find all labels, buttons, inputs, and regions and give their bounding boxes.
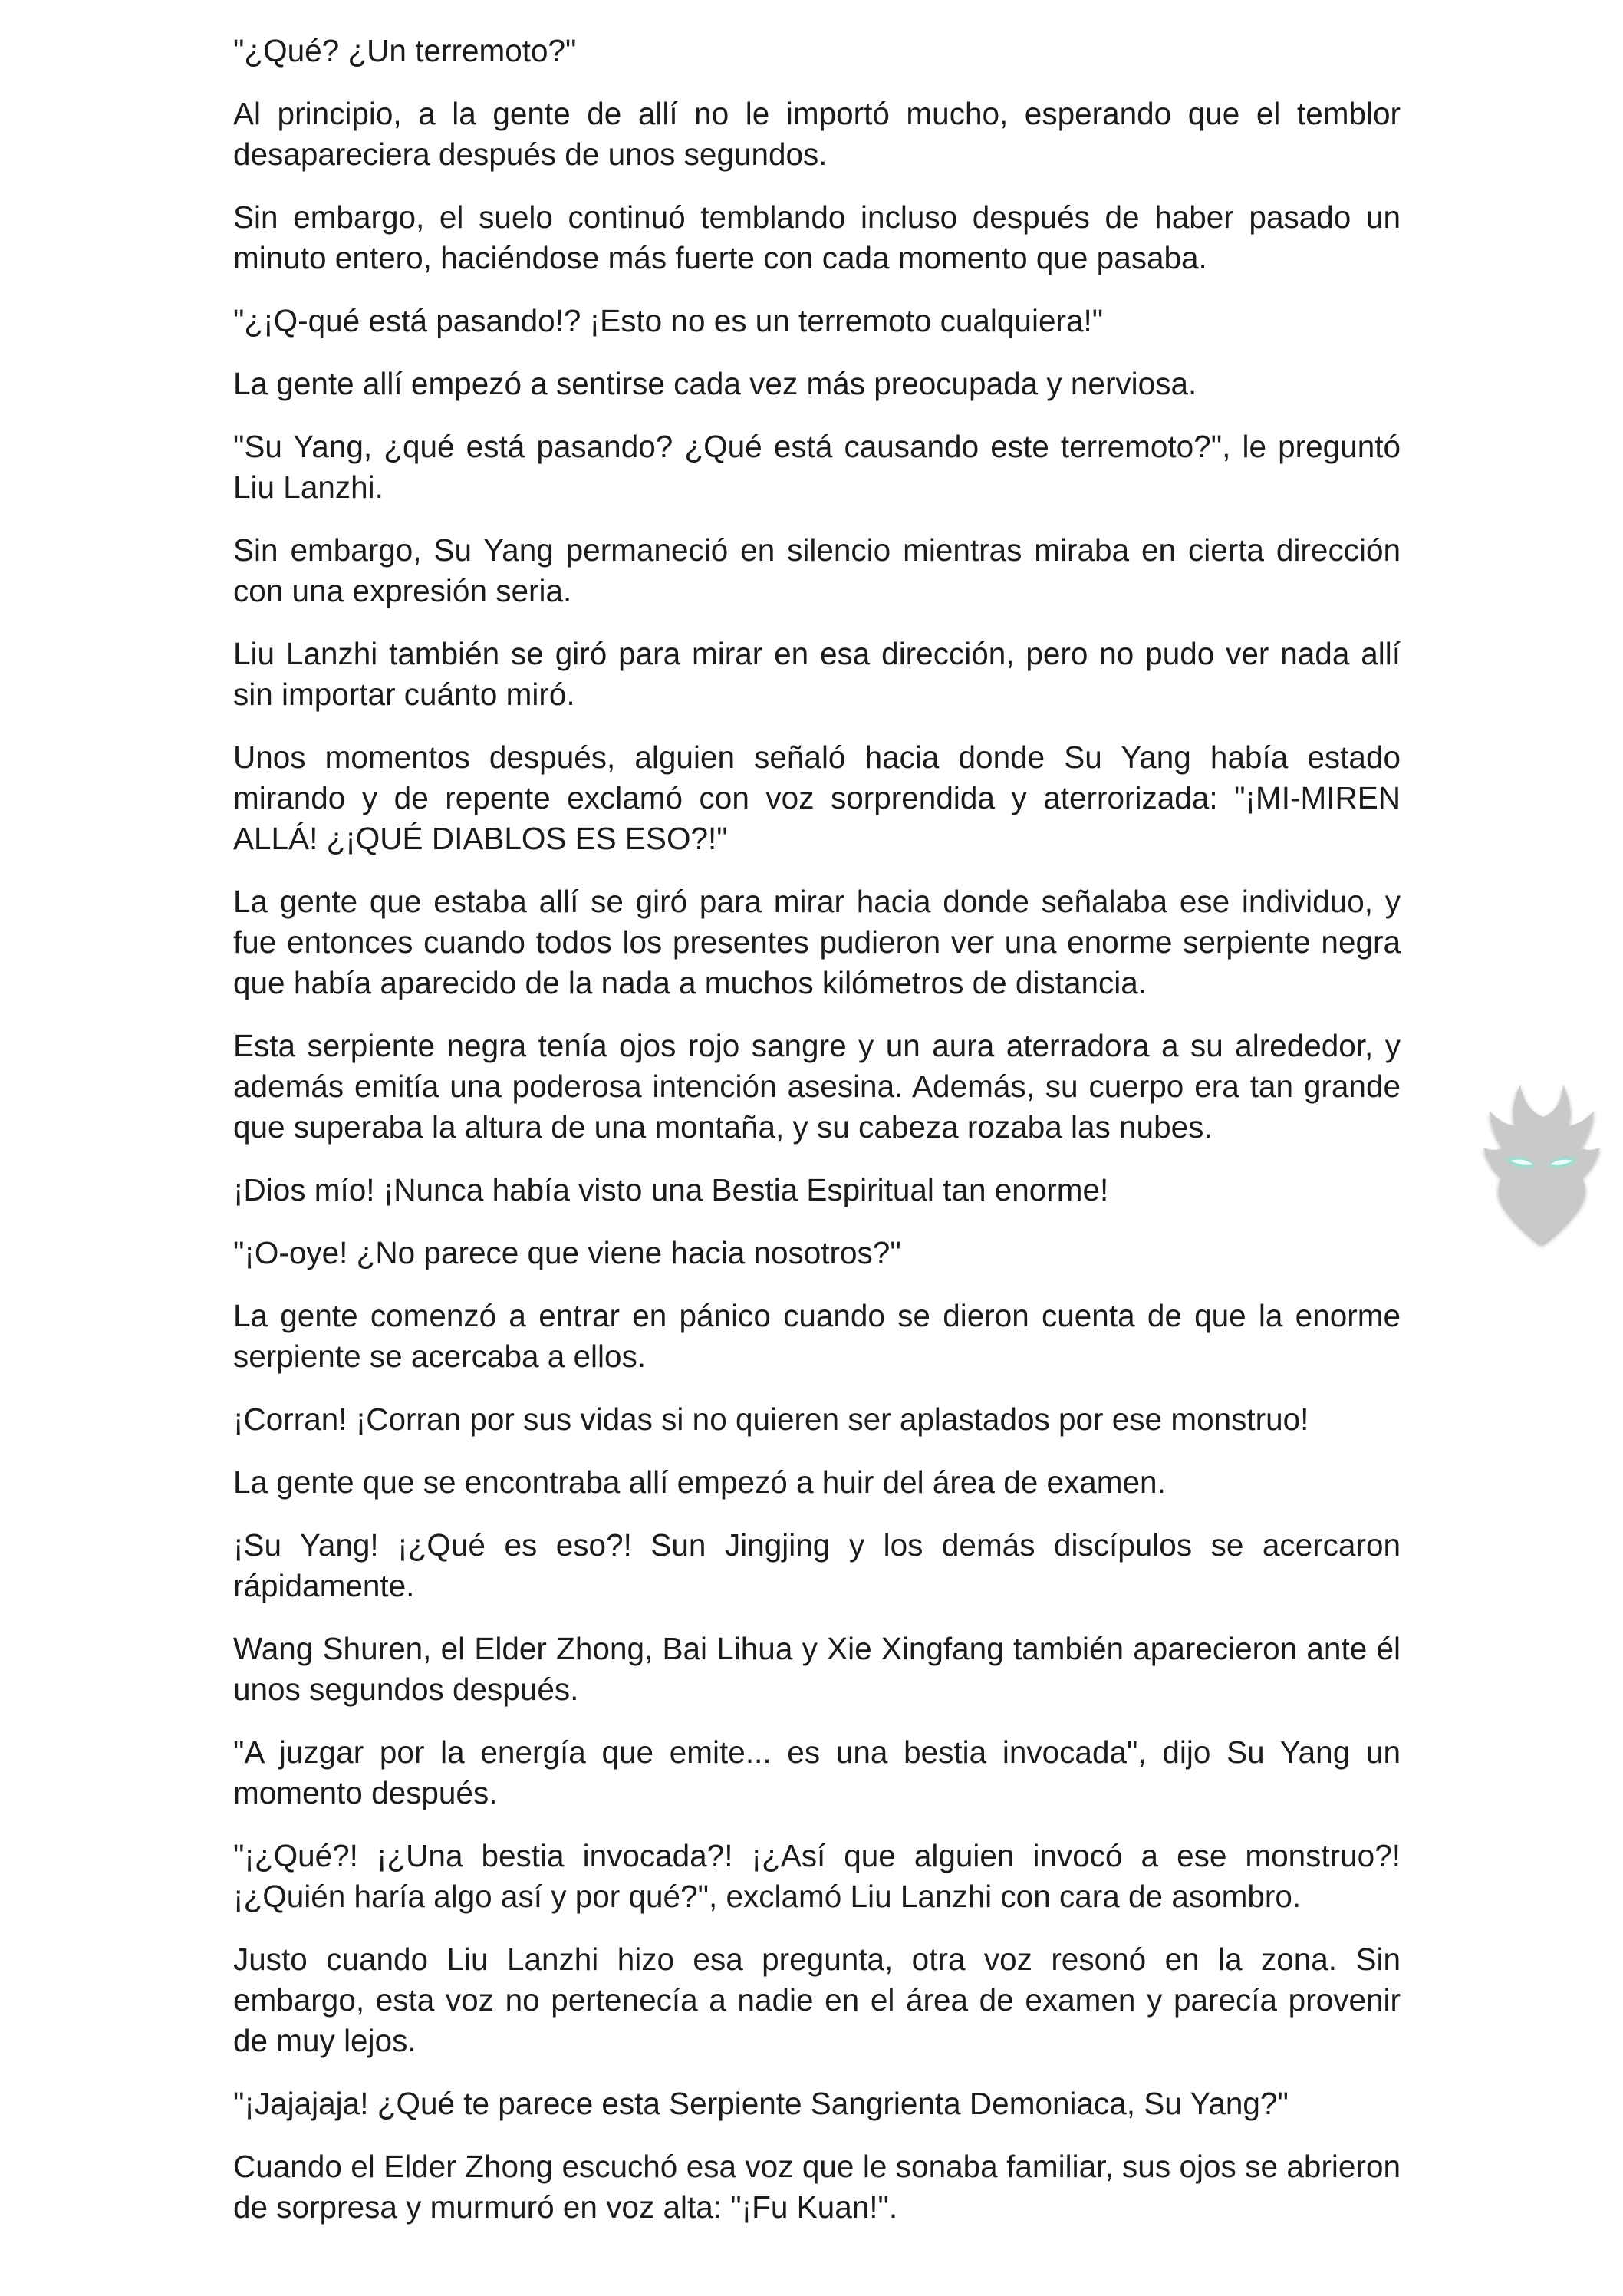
paragraph: La gente que se encontraba allí empezó a huir del área de examen. (233, 1464, 1166, 1500)
paragraph: La gente comenzó a entrar en pánico cuando se dieron cuenta de que la enorme serpiente se acercaba a ellos. (233, 1298, 1401, 1374)
paragraph: La gente allí empezó a sentirse cada vez más preocupada y nerviosa. (233, 366, 1197, 401)
paragraph: "¡O-oye! ¿No parece que viene hacia nosotros?" (233, 1235, 901, 1270)
paragraph: Al principio, a la gente de allí no le importó mucho, esperando que el temblor desapareciera después de unos segundos. (233, 96, 1401, 172)
paragraph: "A juzgar por la energía que emite... es una bestia invocada", dijo Su Yang un momento después. (233, 1734, 1401, 1810)
paragraph: "Su Yang, ¿qué está pasando? ¿Qué está causando este terremoto?", le preguntó Liu Lanzhi. (233, 429, 1401, 505)
paragraph: Liu Lanzhi también se giró para mirar en esa dirección, pero no pudo ver nada allí sin importar cuánto miró. (233, 636, 1401, 712)
paragraph: Esta serpiente negra tenía ojos rojo sangre y un aura aterradora a su alrededor, y además emitía una poderosa intención asesina. Además, su cuerpo era tan grande que superaba la altura de una montaña, y su cabeza rozaba las nubes. (233, 1028, 1401, 1145)
paragraph: "¡Jajajaja! ¿Qué te parece esta Serpiente Sangrienta Demoniaca, Su Yang?" (233, 2086, 1289, 2121)
paragraph: Wang Shuren, el Elder Zhong, Bai Lihua y Xie Xingfang también aparecieron ante él unos segundos después. (233, 1631, 1401, 1707)
paragraph: ¡Su Yang! ¡¿Qué es eso?! Sun Jingjing y los demás discípulos se acercaron rápidamente. (233, 1527, 1401, 1603)
paragraph: Unos momentos después, alguien señaló hacia donde Su Yang había estado mirando y de repente exclamó con voz sorprendida y aterrorizada: "¡MI-MIREN ALLÁ! ¿¡QUÉ DIABLOS ES ESO?!" (233, 740, 1401, 856)
paragraph: La gente que estaba allí se giró para mirar hacia donde señalaba ese individuo, y fue entonces cuando todos los presentes pudieron ver una enorme serpiente negra que había aparecido de la nada a muchos kilómetros de distancia. (233, 884, 1401, 1000)
paragraph: "¡¿Qué?! ¡¿Una bestia invocada?! ¡¿Así que alguien invocó a ese monstruo?! ¡¿Quién haría algo así y por qué?", exclamó Liu Lanzhi con cara de asombro. (233, 1838, 1401, 1914)
paragraph: Sin embargo, Su Yang permaneció en silencio mientras miraba en cierta dirección con una expresión seria. (233, 532, 1401, 608)
paragraph: "¿¡Q-qué está pasando!? ¡Esto no es un terremoto cualquiera!" (233, 303, 1104, 338)
paragraph: ¡Dios mío! ¡Nunca había visto una Bestia Espiritual tan enorme! (233, 1172, 1109, 1207)
document-body (233, 31, 1401, 2250)
paragraph: Cuando el Elder Zhong escuchó esa voz que le sonaba familiar, sus ojos se abrieron de sorpresa y murmuró en voz alta: "¡Fu Kuan!". (233, 2149, 1401, 2225)
paragraph: Sin embargo, el suelo continuó temblando incluso después de haber pasado un minuto entero, haciéndose más fuerte con cada momento que pasaba. (233, 199, 1401, 275)
paragraph: Justo cuando Liu Lanzhi hizo esa pregunta, otra voz resonó en la zona. Sin embargo, esta voz no pertenecía a nadie en el área de examen y parecía provenir de muy lejos. (233, 1942, 1401, 2058)
demon-head-icon (1467, 1071, 1620, 1255)
paragraph: "¿Qué? ¿Un terremoto?" (233, 33, 577, 68)
paragraph: ¡Corran! ¡Corran por sus vidas si no quieren ser aplastados por ese monstruo! (233, 1402, 1309, 1437)
